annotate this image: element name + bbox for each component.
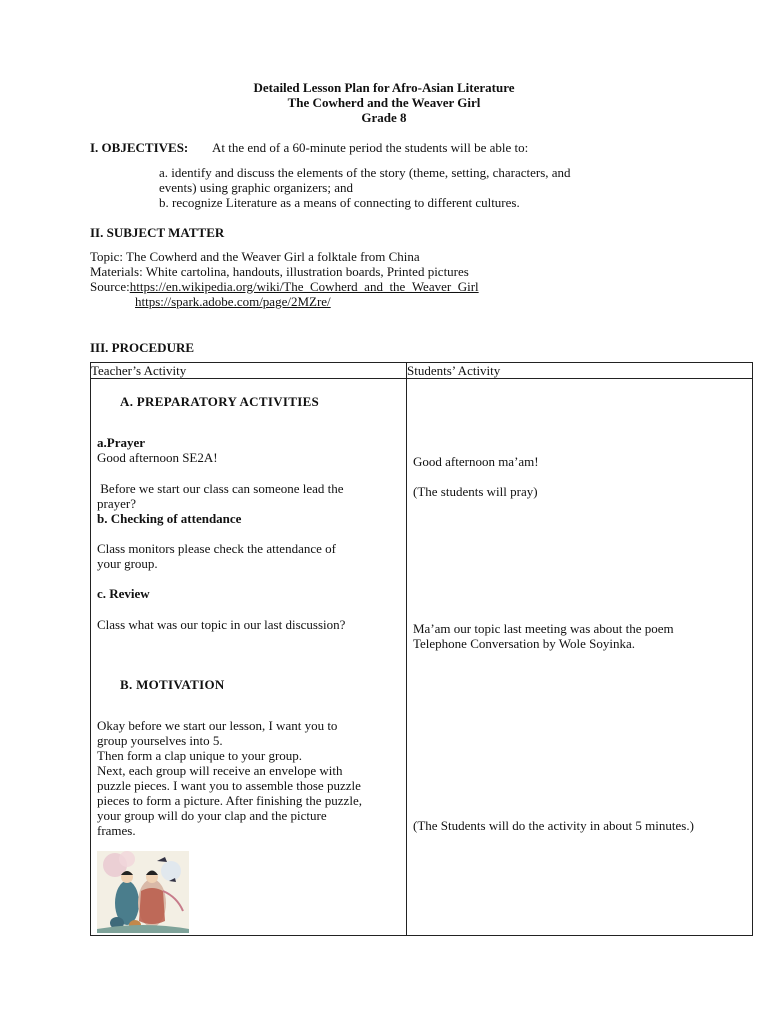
- source-line: [90, 279, 479, 294]
- objective-a-line2: events) using graphic organizers; and: [159, 180, 353, 195]
- motivation-heading: B. MOTIVATION: [120, 677, 225, 692]
- subject-matter-heading: II. SUBJECT MATTER: [90, 225, 225, 240]
- objective-b: b. recognize Literature as a means of connecting to different cultures.: [159, 195, 520, 210]
- prayer-request-line1: Before we start our class can someone lead the: [97, 481, 344, 496]
- students-column-header: Students’ Activity: [407, 363, 753, 379]
- motivation-line1: Okay before we start our lesson, I want you to: [97, 718, 338, 733]
- procedure-header-row: [91, 363, 753, 379]
- cowherd-weaver-illustration: [97, 851, 189, 933]
- procedure-body-row: [91, 379, 753, 936]
- source-link-wikipedia[interactable]: https://en.wikipedia.org/wiki/The_Cowherd_and_the_Weaver_Girl: [129, 279, 479, 294]
- doc-title-line3: Grade 8: [361, 110, 407, 125]
- student-response-greeting: Good afternoon ma’am!: [413, 454, 539, 469]
- motivation-line2: group yourselves into 5.: [97, 733, 223, 748]
- student-response-review-line2: Telephone Conversation by Wole Soyinka.: [413, 636, 636, 651]
- student-response-review-line1: Ma’am our topic last meeting was about the poem: [413, 621, 674, 636]
- objectives-intro: At the end of a 60-minute period the students will be able to:: [212, 140, 529, 155]
- attendance-line1: Class monitors please check the attendance of: [97, 541, 336, 556]
- topic-line: Topic: The Cowherd and the Weaver Girl a folktale from China: [90, 249, 420, 264]
- review-question: Class what was our topic in our last discussion?: [97, 617, 346, 632]
- motivation-line7: your group will do your clap and the picture: [97, 808, 327, 823]
- attendance-line2: your group.: [97, 556, 158, 571]
- doc-title-line1: Detailed Lesson Plan for Afro-Asian Literature: [253, 80, 515, 95]
- review-heading: c. Review: [97, 586, 150, 601]
- objectives-heading: I. OBJECTIVES:: [90, 140, 189, 155]
- source-label: Source:: [90, 279, 130, 294]
- teacher-column-header: Teacher’s Activity: [91, 363, 407, 379]
- prayer-greeting: Good afternoon SE2A!: [97, 450, 218, 465]
- motivation-line4: Next, each group will receive an envelope with: [97, 763, 343, 778]
- student-response-pray: (The students will pray): [413, 484, 538, 499]
- motivation-line6: pieces to form a picture. After finishing the puzzle,: [97, 793, 362, 808]
- teacher-activity-cell: [91, 379, 407, 936]
- students-activity-cell: [407, 379, 753, 936]
- student-response-activity: (The Students will do the activity in about 5 minutes.): [413, 818, 694, 833]
- motivation-line3: Then form a clap unique to your group.: [97, 748, 303, 763]
- procedure-heading: III. PROCEDURE: [90, 340, 195, 355]
- doc-title-line2: The Cowherd and the Weaver Girl: [287, 95, 481, 110]
- attendance-heading: b. Checking of attendance: [97, 511, 242, 526]
- source-link-adobe-spark[interactable]: https://spark.adobe.com/page/2MZre/: [135, 294, 331, 309]
- motivation-line8: frames.: [97, 823, 136, 838]
- objective-a-line1: a. identify and discuss the elements of the story (theme, setting, characters, and: [159, 165, 571, 180]
- preparatory-activities-heading: A. PREPARATORY ACTIVITIES: [120, 394, 320, 409]
- prayer-request-line2: prayer?: [97, 496, 136, 511]
- procedure-table: [90, 362, 753, 936]
- prayer-heading: a.Prayer: [97, 435, 146, 450]
- materials-line: Materials: White cartolina, handouts, illustration boards, Printed pictures: [90, 264, 469, 279]
- motivation-line5: puzzle pieces. I want you to assemble those puzzle: [97, 778, 361, 793]
